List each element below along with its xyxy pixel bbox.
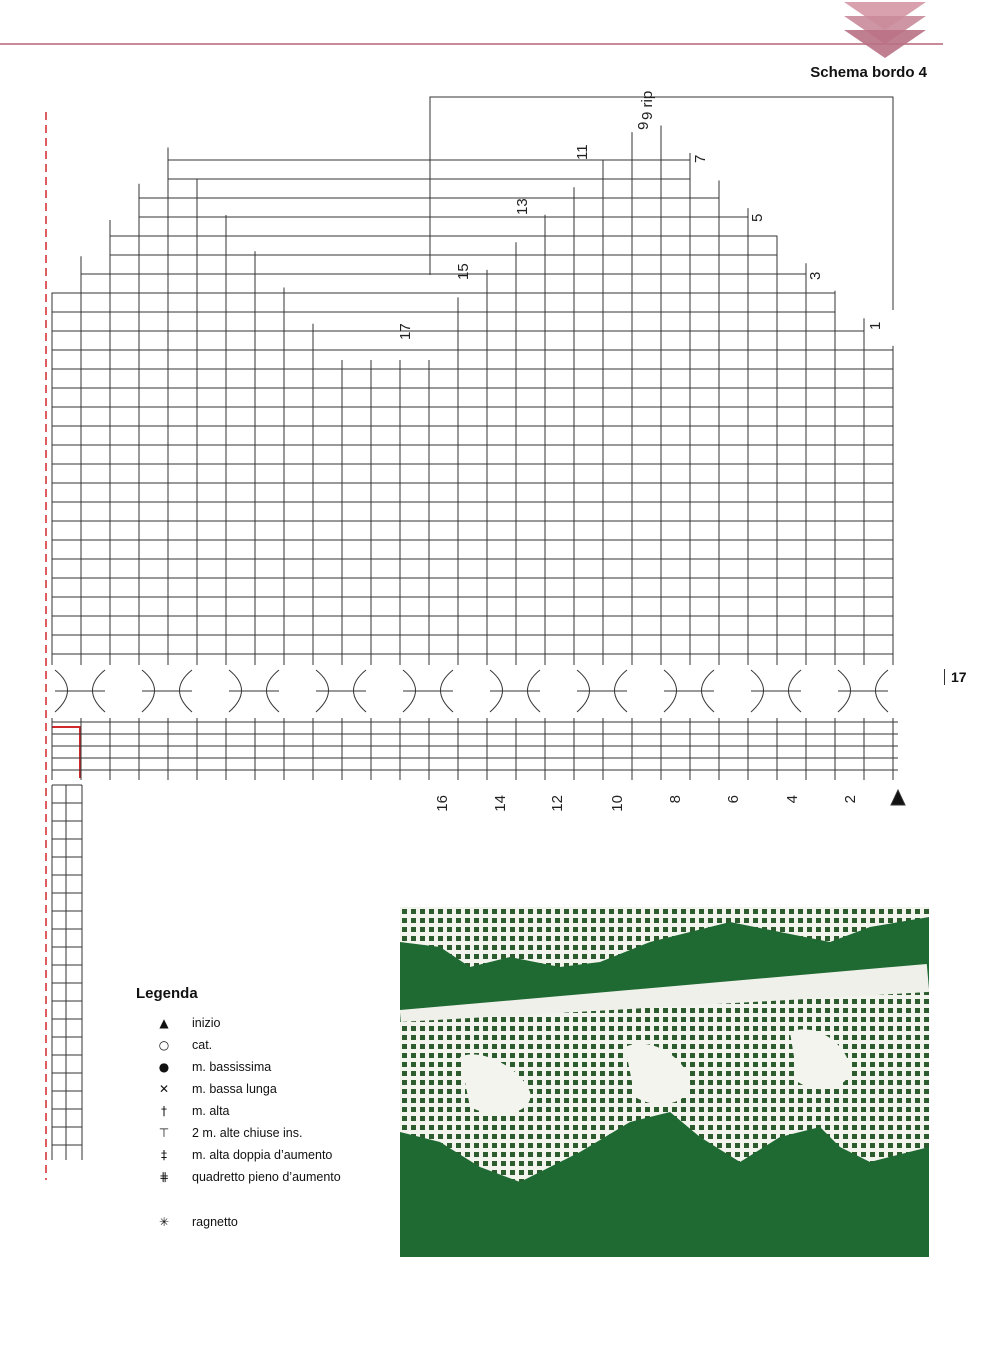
row-label: 13 bbox=[514, 198, 531, 215]
spider-motif bbox=[229, 670, 279, 712]
legend-label: m. bassissima bbox=[192, 1060, 272, 1074]
spider-motif bbox=[838, 670, 888, 712]
legend-label: inizio bbox=[192, 1016, 221, 1030]
legend-item bbox=[136, 1012, 376, 1034]
legend bbox=[136, 985, 376, 1256]
two-dc-together-icon: ⊤ bbox=[158, 1126, 170, 1140]
row-label: 4 bbox=[784, 795, 801, 804]
legend-item bbox=[136, 1122, 376, 1144]
legend-item bbox=[136, 1034, 376, 1056]
row-label: 11 bbox=[574, 144, 591, 160]
row-label: 3 bbox=[807, 271, 824, 280]
legend-item bbox=[136, 1078, 376, 1100]
row-label: 9 bbox=[635, 121, 652, 130]
spider-motif bbox=[142, 670, 192, 712]
row-label: 16 bbox=[434, 795, 451, 812]
lace-edging-image bbox=[400, 907, 929, 1257]
legend-item bbox=[136, 1166, 376, 1188]
row-label: 1 bbox=[867, 321, 884, 330]
legend-item bbox=[136, 1056, 376, 1078]
slip-stitch-dot-icon: ● bbox=[158, 1060, 170, 1074]
legend-label: m. alta bbox=[192, 1104, 230, 1118]
legend-label: cat. bbox=[192, 1038, 213, 1052]
legend-label: ragnetto bbox=[192, 1215, 238, 1229]
spider-motif bbox=[664, 670, 714, 712]
start-arrow-icon bbox=[891, 790, 905, 805]
legend-label: m. bassa lunga bbox=[192, 1082, 277, 1096]
long-single-crochet-icon: ✕ bbox=[158, 1082, 170, 1096]
start-arrow-icon: ▲ bbox=[159, 1016, 169, 1030]
row-label: 17 bbox=[397, 323, 414, 340]
double-crochet-icon: † bbox=[161, 1104, 167, 1118]
page-title: Schema bordo 4 bbox=[810, 64, 927, 81]
page-number: 17 bbox=[944, 669, 967, 685]
legend-title: Legenda bbox=[136, 985, 198, 1002]
legend-item bbox=[136, 1144, 376, 1166]
treble-increase-icon: ‡ bbox=[161, 1148, 167, 1162]
row-label: 10 bbox=[609, 795, 626, 812]
chain-oval-icon: ○ bbox=[158, 1038, 170, 1052]
row-label: 15 bbox=[455, 263, 472, 280]
row-label: 8 bbox=[667, 795, 684, 804]
spider-motif bbox=[403, 670, 453, 712]
legend-item bbox=[136, 1100, 376, 1122]
spider-motif bbox=[577, 670, 627, 712]
legend-label: 2 m. alte chiuse ins. bbox=[192, 1126, 303, 1140]
legend-label: quadretto pieno d’aumento bbox=[192, 1170, 341, 1184]
legend-label: m. alta doppia d’aumento bbox=[192, 1148, 333, 1162]
spider-icon: ✳ bbox=[158, 1215, 170, 1229]
row-label: 14 bbox=[492, 795, 509, 812]
legend-item bbox=[136, 1188, 376, 1256]
spider-motif bbox=[55, 670, 105, 712]
row-label: 2 bbox=[842, 795, 859, 804]
row-label: 7 bbox=[692, 154, 709, 163]
repeat-label: 9 rip bbox=[639, 90, 656, 120]
lace-photo bbox=[400, 907, 929, 1257]
spider-motif bbox=[751, 670, 801, 712]
row-label: 12 bbox=[549, 795, 566, 812]
spider-motif bbox=[490, 670, 540, 712]
row-label: 6 bbox=[725, 795, 742, 804]
row-label: 5 bbox=[749, 213, 766, 222]
spider-motif bbox=[316, 670, 366, 712]
filled-block-increase-icon: ⋕ bbox=[158, 1170, 170, 1184]
